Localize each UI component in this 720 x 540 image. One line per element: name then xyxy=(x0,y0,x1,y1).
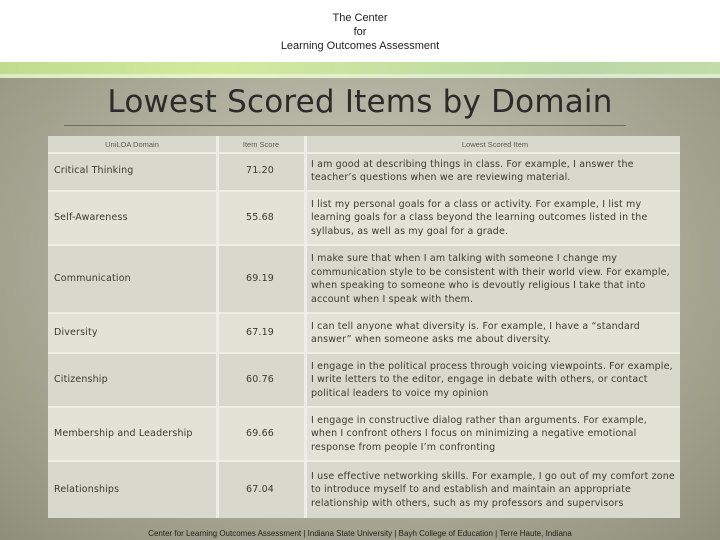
table-row xyxy=(48,152,680,190)
score-cell: 71.20 xyxy=(246,165,274,177)
item-cell: I use effective networking skills. For example, I go out of my comfort zone to introduce myself to and establish and maintain an appropriate relationship with others, such as my professors and supervisors xyxy=(311,470,675,509)
row-divider xyxy=(48,152,680,154)
table-row xyxy=(48,314,680,352)
table-row xyxy=(48,408,680,460)
domain-cell: Self-Awareness xyxy=(54,212,128,224)
item-cell: I can tell anyone what diversity is. For example, I have a “standard answer” when someone asks me about diversity. xyxy=(311,320,640,345)
row-divider xyxy=(48,312,680,314)
row-divider xyxy=(48,190,680,192)
slide-title: Lowest Scored Items by Domain xyxy=(107,84,613,120)
domain-cell: Communication xyxy=(54,273,131,285)
domain-cell: Diversity xyxy=(54,327,98,339)
domain-cell: Relationships xyxy=(54,484,120,496)
header-line-3: Learning Outcomes Assessment xyxy=(280,40,440,52)
domain-table xyxy=(48,136,680,518)
score-cell: 67.04 xyxy=(246,484,274,496)
row-divider xyxy=(48,352,680,354)
column-header-item: Lowest Scored Item xyxy=(461,140,529,149)
score-cell: 67.19 xyxy=(246,327,274,339)
header xyxy=(0,0,720,62)
table-row xyxy=(48,354,680,406)
item-cell: I engage in constructive dialog rather than arguments. For example, when I confront others I focus on minimizing a negative emotional response from people I’m confronting xyxy=(311,414,647,453)
column-header-score: Item Score xyxy=(242,140,280,149)
score-cell: 55.68 xyxy=(246,212,274,224)
score-cell: 60.76 xyxy=(246,374,274,386)
footer: Center for Learning Outcomes Assessment | Indiana State University | Bayh College of Education | Terre Haute, Indiana xyxy=(148,529,572,538)
item-cell: I make sure that when I am talking with someone I change my communication style to be consistent with their world view. For example, when speaking to someone who is devoutly religious I take that into account when I speak with them. xyxy=(311,253,670,305)
row-divider xyxy=(48,460,680,462)
row-divider xyxy=(48,406,680,408)
row-divider xyxy=(48,244,680,246)
title-divider xyxy=(64,125,626,126)
item-cell: I engage in the political process through voicing viewpoints. For example, I write letters to the editor, engage in debate with others, or contact political leaders to voice my opinion xyxy=(311,360,673,399)
domain-cell: Membership and Leadership xyxy=(54,428,193,440)
item-cell: I am good at describing things in class. For example, I answer the teacher’s questions when we are reviewing material. xyxy=(311,158,634,183)
table-row xyxy=(48,192,680,244)
header-line-1: The Center xyxy=(332,12,388,24)
score-cell: 69.19 xyxy=(246,273,274,285)
table-row xyxy=(48,462,680,518)
table-row xyxy=(48,246,680,312)
header-band xyxy=(0,62,720,78)
domain-cell: Citizenship xyxy=(54,374,108,386)
header-line-2: for xyxy=(353,26,367,38)
column-header-domain: UniLOA Domain xyxy=(105,140,159,149)
domain-cell: Critical Thinking xyxy=(54,165,134,177)
item-cell: I list my personal goals for a class or activity. For example, I list my learning goals for a class beyond the learning outcomes listed in the syllabus, as well as my goal for a grade. xyxy=(311,198,648,237)
score-cell: 69.66 xyxy=(246,428,274,440)
